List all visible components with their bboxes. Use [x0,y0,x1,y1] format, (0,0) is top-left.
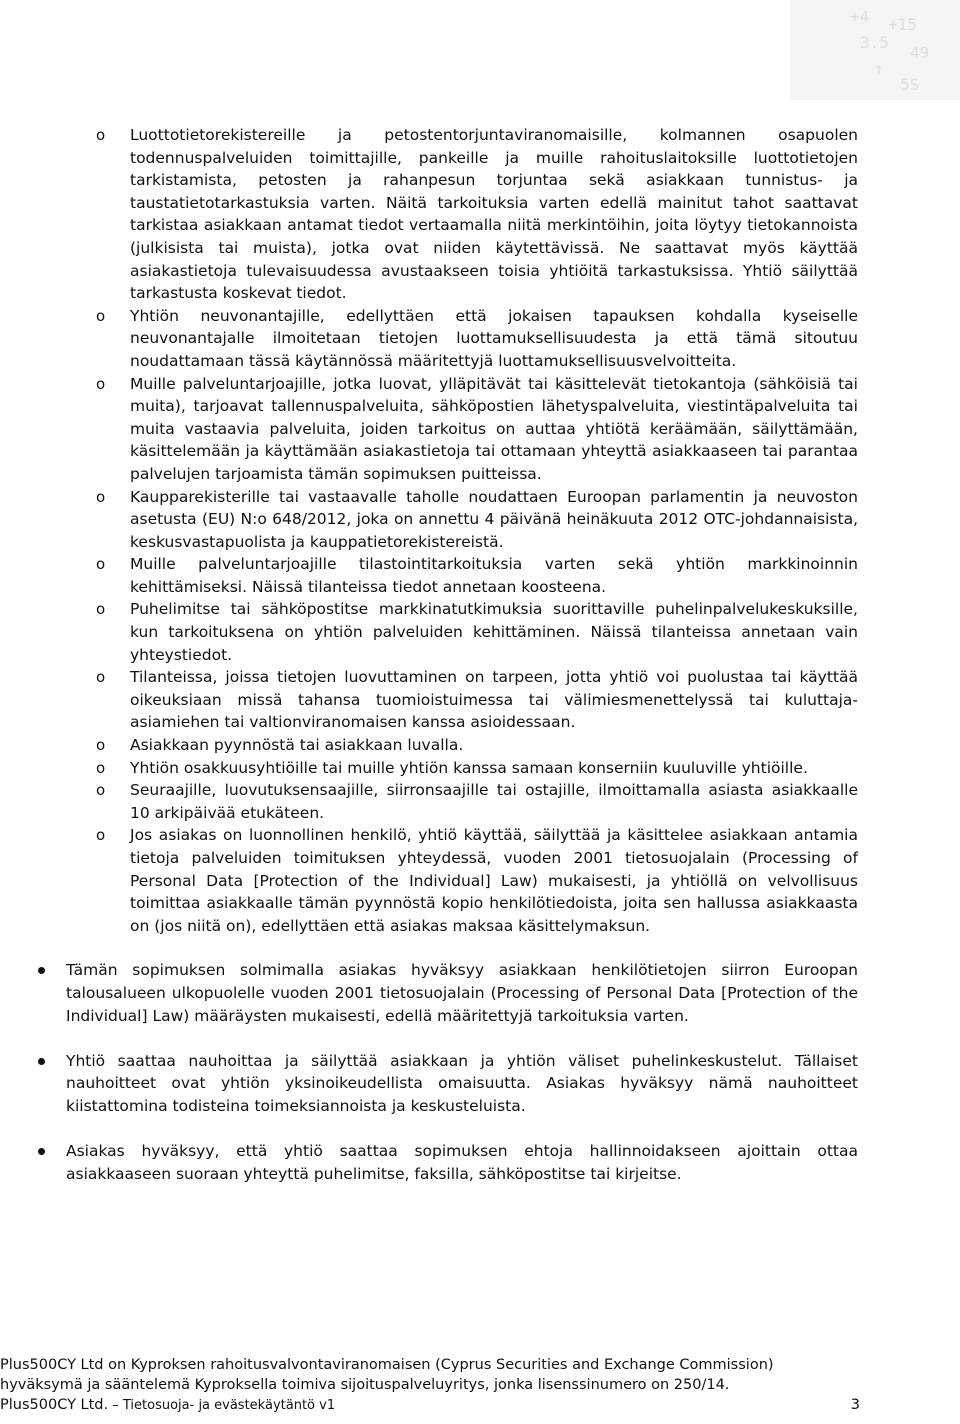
bullet-dot-icon [38,1148,45,1155]
bullet-list [36,959,858,1185]
sub-list-marker: o [96,826,106,845]
footer-line-1: Plus500CY Ltd on Kyproksen rahoitusvalvontaviranomaisen (Cyprus Securities and Exchange Commission) [0,1357,774,1373]
sub-list-text: Jos asiakas on luonnollinen henkilö, yhtiö käyttää, säilyttää ja käsittelee asiakkaan antamia tietoja palveluiden toimituksen yhteydessä, vuoden 2001 tietosuojalain (Processing of Personal Data [Protection of the Individual] Law) mukaisesti, ja yhtiöllä on velvollisuus toimittaa asiakkaalle tämän pyynnöstä kopio henkilötiedoista, joita sen hallussa asiakkaasta on (jos niitä on), edellyttäen että asiakas maksaa käsittelymaksun. [130,826,858,935]
sub-list-marker: o [96,668,106,687]
footer-doc-title: – Tietosuoja- ja evästekäytäntö v1 [108,1398,336,1413]
bullet-list-item [36,959,858,1027]
sub-list-text: Luottotietorekistereille ja petostentorjuntaviranomaisille, kolmannen osapuolen todennuspalveluiden toimittajille, pankeille ja muille rahoituslaitoksille luottotietojen tarkistamista, petosten ja rahanpesun torjuntaa sekä asiakkaan tunnistus- ja taustatietotarkastuksia varten. Näitä tarkoituksia varten edellä mainitut tahot saattavat tarkistaa asiakkaan antamat tiedot vertaamalla niitä merkintöihin, joita löytyy tietokannoista (julkisista tai muista), jotka ovat niiden käytettävissä. Ne saattavat myös käyttää asiakastietoja tulevaisuudessa avustaakseen toisia yhtiöitä tarkastuksissa. Yhtiö säilyttää tarkastusta koskevat tiedot. [130,126,858,303]
svg-text:+15: +15 [888,15,917,34]
sub-list-marker: o [96,487,106,506]
sub-list-marker: o [96,781,106,800]
sub-list-item [36,124,858,305]
corner-watermark [790,0,960,100]
sub-list-item [36,486,858,554]
sub-list-item [36,553,858,598]
footer-line-2: hyväksymä ja sääntelemä Kyproksella toimiva sijoituspalveluyritys, jonka lisenssinumero on 250/14. [0,1377,730,1393]
bullet-dot-icon [38,967,45,974]
sub-list-item [36,666,858,734]
footer-company: Plus500CY Ltd. [0,1397,109,1413]
bullet-dot-icon [38,1058,45,1065]
sub-list-marker: o [96,555,106,574]
sub-list-marker: o [96,736,106,755]
sub-list [36,124,858,937]
svg-text:↑: ↑ [874,59,884,78]
svg-text:3.5: 3.5 [860,33,889,52]
sub-list-item [36,373,858,486]
bullet-list-item [36,1140,858,1185]
sub-list-marker: o [96,306,106,325]
footer-line-3 [0,1395,860,1416]
sub-list-item [36,757,858,780]
bullet-text: Tämän sopimuksen solmimalla asiakas hyväksyy asiakkaan henkilötietojen siirron Euroopan talousalueen ulkopuolelle vuoden 2001 tietosuojalain (Processing of Personal Data [Protection of the Individual] Law) määräysten mukaisesti, edellä määritettyjä tarkoituksia varten. [66,961,858,1025]
sub-list-item [36,598,858,666]
sub-list-text: Yhtiön neuvonantajille, edellyttäen että jokaisen tapauksen kohdalla kyseiselle neuvonantajalle ilmoitetaan tietojen luottamuksellisuudesta ja että tämä sitoutuu noudattamaan tässä käytännössä määritettyjä luottamuksellisuusvelvoitteita. [130,306,858,370]
sub-list-item [36,779,858,824]
sub-list-text: Yhtiön osakkuusyhtiöille tai muille yhtiön kanssa samaan konserniin kuuluville yhtiöille. [130,758,808,777]
sub-list-item [36,824,858,937]
svg-text:5S: 5S [900,75,920,94]
sub-list-text: Muille palveluntarjoajille, jotka luovat, ylläpitävät tai käsittelevät tietokantoja (sähköisiä tai muita), tarjoavat tallennuspalveluita, sähköpostien lähetyspalveluita, viestintäpalveluita tai muita vastaavia palveluita, joiden tarkoitus on auttaa yhtiötä keräämään, säilyttämään, käsittelemään ja käyttämään asiakastietoja tai ottamaan yhteyttä asiakkaaseen tai parantaa palvelujen tarjoamista tämän sopimuksen puitteissa. [130,374,858,483]
bullet-list-item [36,1050,858,1118]
page-footer [0,1355,860,1416]
page-number: 3 [850,1397,860,1413]
sub-list-text: Asiakkaan pyynnöstä tai asiakkaan luvalla. [130,736,464,755]
sub-list-item [36,734,858,757]
bullet-text: Yhtiö saattaa nauhoittaa ja säilyttää asiakkaan ja yhtiön väliset puhelinkeskustelut. Tällaiset nauhoitteet ovat yhtiön yksinoikeudellista omaisuutta. Asiakas hyväksyy nämä nauhoitteet kiistattomina todisteina toimeksiannoista ja keskusteluista. [66,1051,858,1115]
sub-list-marker: o [96,600,106,619]
sub-list-text: Seuraajille, luovutuksensaajille, siirronsaajille tai ostajille, ilmoittamalla asiasta asiakkaalle 10 arkipäivää etukäteen. [130,781,858,822]
sub-list-marker: o [96,374,106,393]
document-body [36,124,858,1208]
sub-list-text: Puhelimitse tai sähköpostitse markkinatutkimuksia suorittaville puhelinpalvelukeskuksille, kun tarkoituksena on yhtiön palveluiden kehittäminen. Näissä tilanteissa annetaan vain yhteystiedot. [130,600,858,664]
sub-list-text: Muille palveluntarjoajille tilastointitarkoituksia varten sekä yhtiön markkinoinnin kehittämiseksi. Näissä tilanteissa tiedot annetaan koosteena. [130,555,858,596]
svg-text:49: 49 [910,43,930,62]
sub-list-text: Kaupparekisterille tai vastaavalle taholle noudattaen Euroopan parlamentin ja neuvoston asetusta (EU) N:o 648/2012, joka on annettu 4 päivänä heinäkuuta 2012 OTC-johdannaisista, keskusvastapuolista ja kauppatietorekistereistä. [130,487,858,551]
bullet-text: Asiakas hyväksyy, että yhtiö saattaa sopimuksen ehtoja hallinnoidakseen ajoittain ottaa asiakkaaseen suoraan yhteyttä puhelimitse, faksilla, sähköpostitse tai kirjeitse. [66,1142,858,1183]
sub-list-text: Tilanteissa, joissa tietojen luovuttaminen on tarpeen, jotta yhtiö voi puolustaa tai käyttää oikeuksiaan missä tahansa tuomioistuimessa tai välimiesmenettelyssä tai kuluttaja-asiamiehen tai valtionviranomaisen kanssa asioidessaan. [130,668,858,732]
sub-list-item [36,305,858,373]
sub-list-marker: o [96,126,106,144]
sub-list-marker: o [96,758,106,777]
svg-text:+4: +4 [850,7,870,26]
